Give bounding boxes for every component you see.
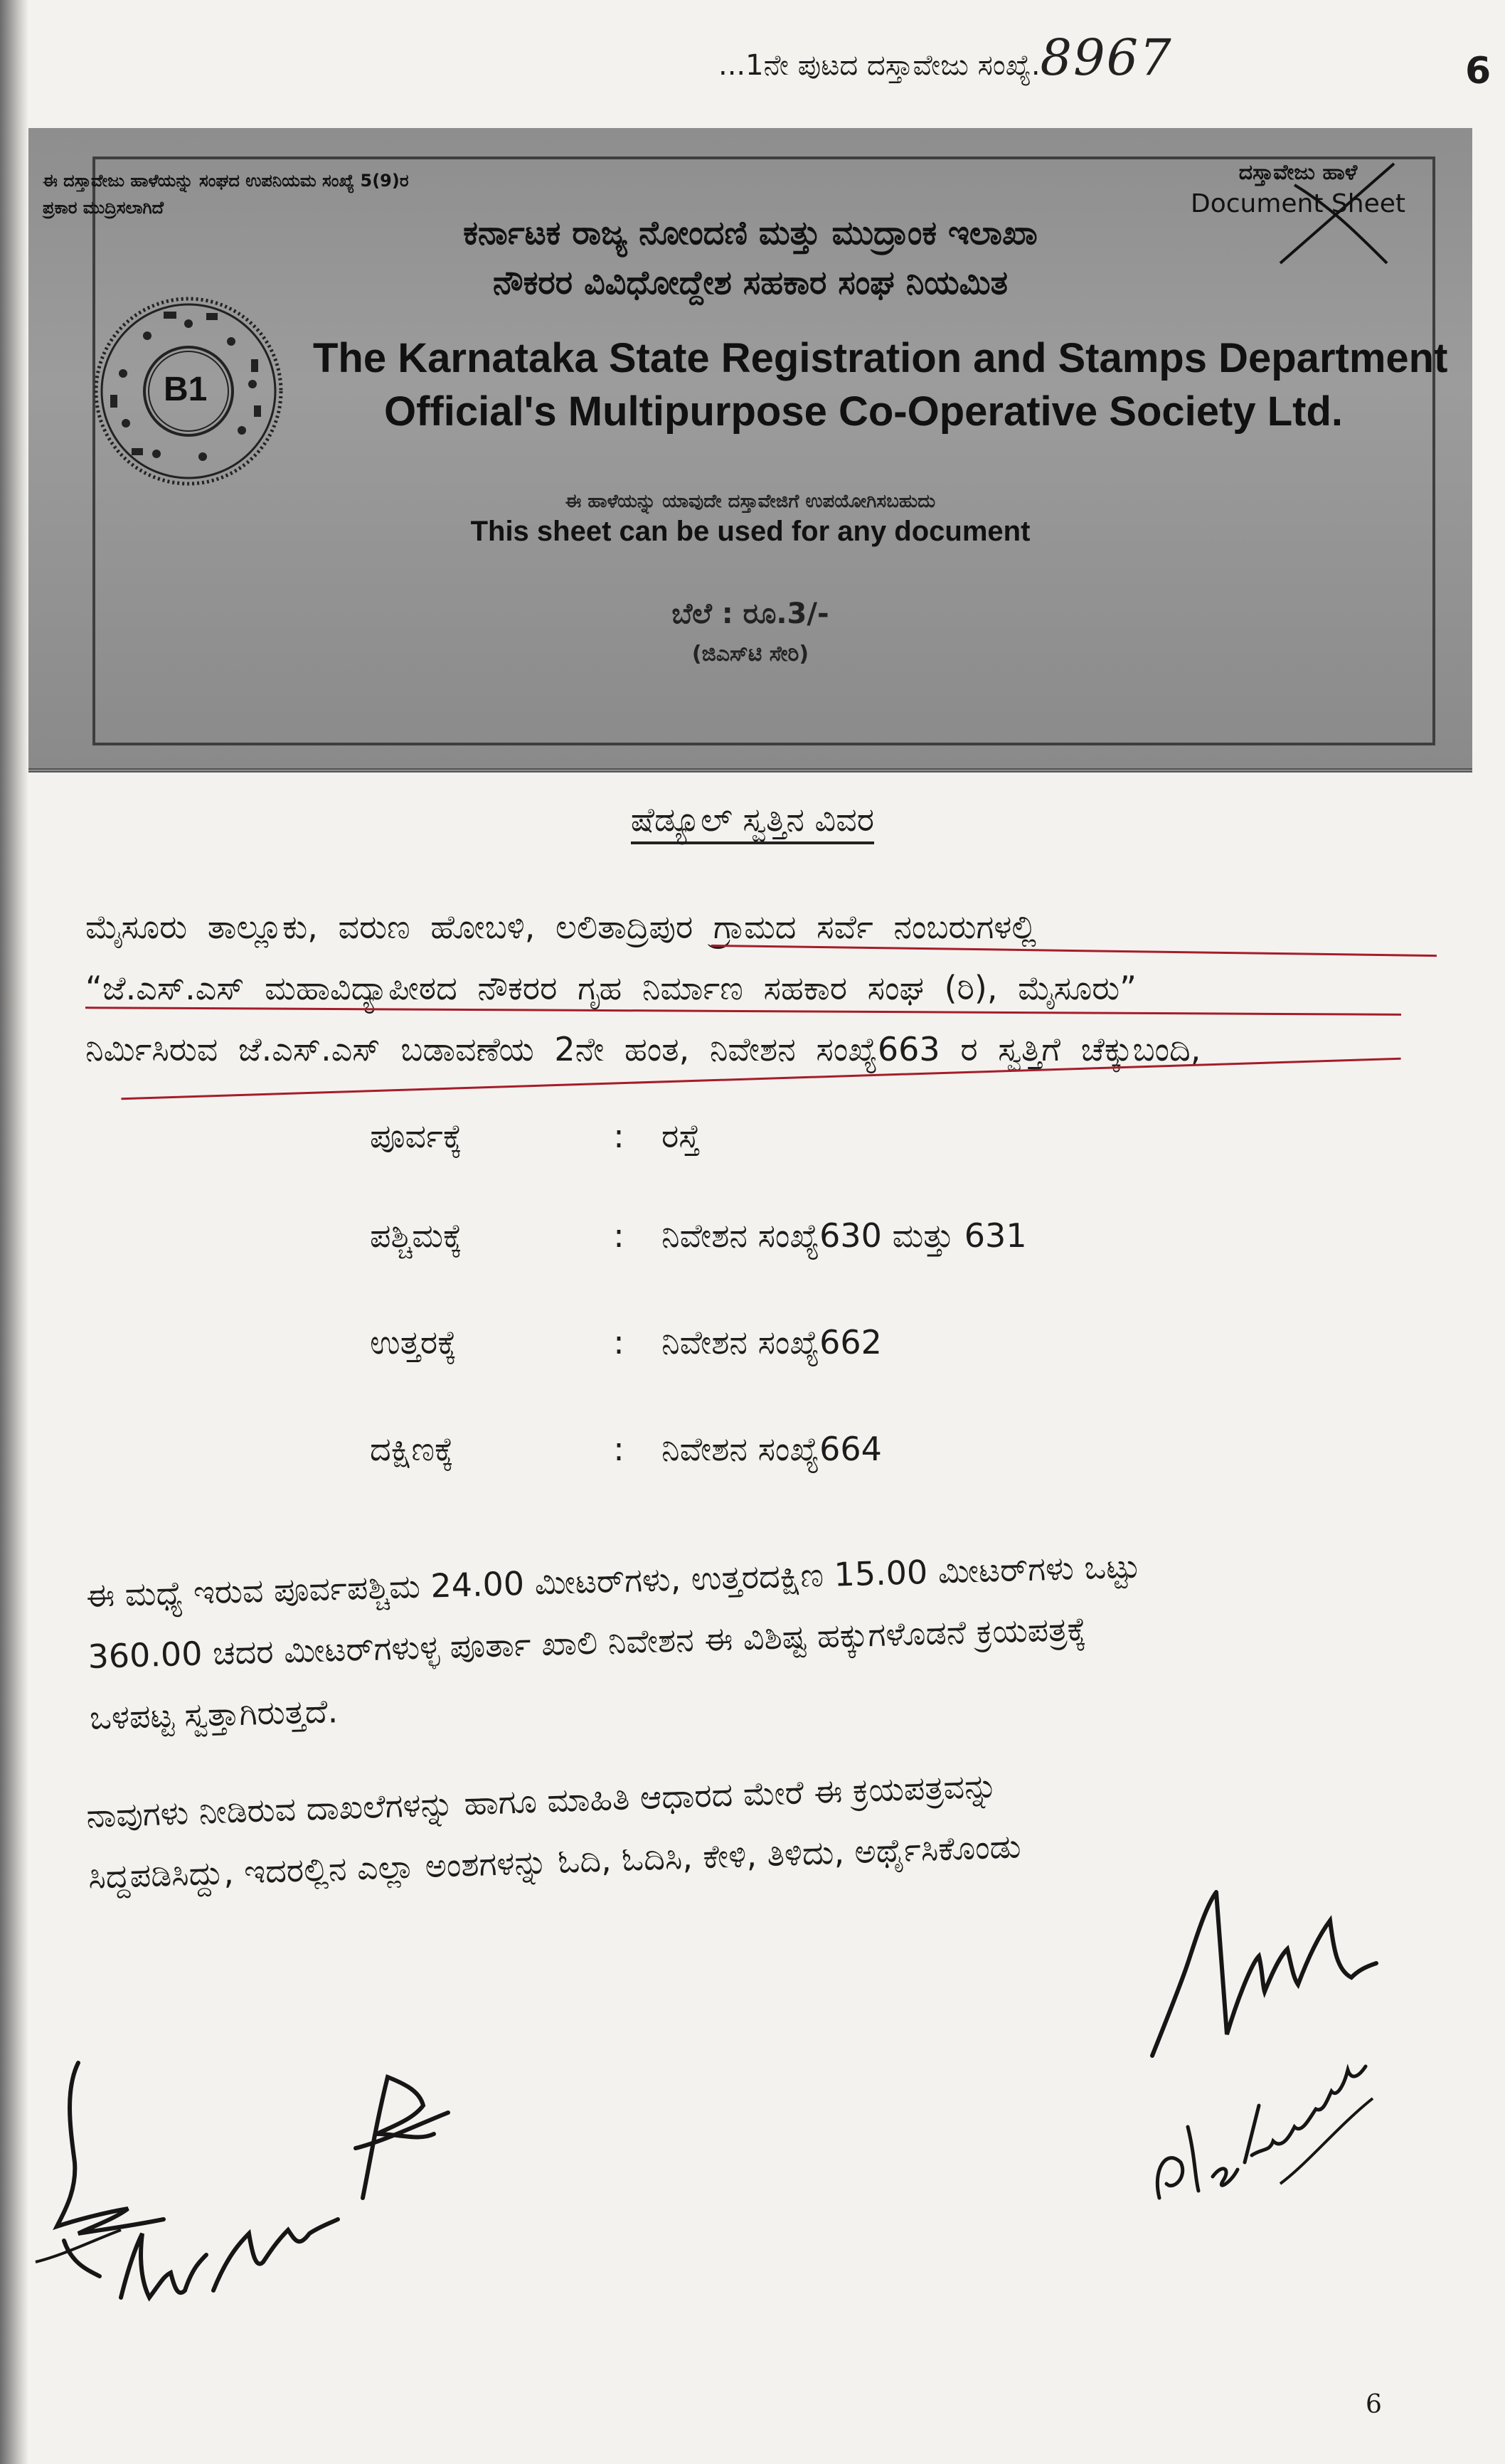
text-line: ಒಳಪಟ್ಟ ಸ್ವತ್ತಾಗಿರುತ್ತದೆ. [89, 1692, 339, 1737]
text-line: ಮೈಸೂರು ತಾಲ್ಲೂಕು, ವರುಣ ಹೋಬಳಿ, ಲಲಿತಾದ್ರಿಪುರ ಗ್ರಾಮದ ಸರ್ವೆ ನಂಬರುಗಳಲ್ಲಿ [85, 908, 1037, 946]
signature-left-c [107, 2191, 341, 2319]
text-line: ಈ ಮಧ್ಯೆ ಇರುವ ಪೂರ್ವಪಶ್ಚಿಮ 24.00 ಮೀಟರ್‌ಗಳು, ಉತ್ತರದಕ್ಷಿಣ 15.00 ಮೀಟರ್‌ಗಳು ಒಟ್ಟು [85, 1546, 1141, 1615]
boundary-separator: : [613, 1216, 624, 1255]
boundary-value: ನಿವೇಶನ ಸಂಖ್ಯೆ662 [661, 1323, 882, 1361]
text-line: 360.00 ಚದರ ಮೀಟರ್‌ಗಳುಳ್ಳ ಪೂರ್ತಾ ಖಾಲಿ ನಿವೇಶನ ಈ ವಿಶಿಷ್ಟ ಹಕ್ಕುಗಳೊಡನೆ ಕ್ರಯಪತ್ರಕ್ಕೆ [87, 1609, 1087, 1676]
society-title-en: Official's Multipurpose Co-Operative Society Ltd. [384, 388, 1343, 435]
boundary-north [370, 1323, 1294, 1363]
boundary-value: ರಸ್ತೆ [661, 1117, 701, 1155]
boundary-separator: : [613, 1430, 624, 1468]
signature-right-bottom [1145, 2041, 1380, 2212]
boundary-direction: ದಕ್ಷಿಣಕ್ಕೆ [370, 1430, 454, 1468]
boundary-value: ನಿವೇಶನ ಸಂಖ್ಯೆ630 ಮತ್ತು 631 [661, 1216, 1027, 1255]
boundary-value: ನಿವೇಶನ ಸಂಖ್ಯೆ664 [661, 1430, 882, 1468]
seal-label: B1 [164, 371, 208, 408]
sheet-price: ಬೆಲೆ : ರೂ.3/- [671, 598, 829, 630]
signature-left-b [334, 2063, 462, 2205]
society-title-kn: ನೌಕರರ ವಿವಿಧೋದ್ದೇಶ ಸಹಕಾರ ಸಂಘ ನಿಯಮಿತ [493, 263, 1008, 302]
page-document-number-note: ...1ನೇ ಪುಟದ ದಸ್ತಾವೇಜು ಸಂಖ್ಯೆ.8967 [718, 28, 1173, 87]
department-title-en: The Karnataka State Registration and Stamps Department [313, 335, 1448, 381]
boundary-direction: ಪಶ್ಚಿಮಕ್ಕೆ [370, 1216, 462, 1255]
schedule-paragraph-1 [85, 896, 1366, 1080]
handwritten-document-number: 8967 [1040, 28, 1173, 87]
bylaw-note: ಈ ದಸ್ತಾವೇಜು ಹಾಳೆಯನ್ನು ಸಂಘದ ಉಪನಿಯಮ ಸಂಖ್ಯೆ 5(9)ರ ಪ್ರಕಾರ ಮುದ್ರಿಸಲಾಗಿದೆ [43, 171, 409, 218]
text-line: ನಾವುಗಳು ನೀಡಿರುವ ದಾಖಲೆಗಳನ್ನು ಹಾಗೂ ಮಾಹಿತಿ ಆಧಾರದ ಮೇರೆ ಈ ಕ್ರಯಪತ್ರವನ್ನು [85, 1766, 999, 1835]
price-note: (ಜಿಎಸ್‌ಟಿ ಸೇರಿ) [691, 642, 809, 667]
boundary-separator: : [613, 1117, 624, 1155]
page-title: ಷೆಡ್ಯೂಲ್ ಸ್ವತ್ತಿನ ವಿವರ [0, 800, 1505, 840]
document-sheet-en: Document Sheet [1190, 189, 1406, 218]
signature-right-top [1138, 1878, 1380, 2063]
use-note-kn: ಈ ಹಾಳೆಯನ್ನು ಯಾವುದೇ ದಸ್ತಾವೇಜಿಗೆ ಉಪಯೋಗಿಸಬಹುದು [565, 491, 936, 512]
boundary-direction: ಉತ್ತರಕ್ಕೆ [370, 1323, 457, 1361]
boundary-east [370, 1117, 1294, 1157]
boundary-separator: : [613, 1323, 624, 1361]
use-note-en: This sheet can be used for any document [470, 516, 1031, 547]
boundary-west [370, 1216, 1294, 1256]
text-line: ಸಿದ್ದಪಡಿಸಿದ್ದು, ಇದರಲ್ಲಿನ ಎಲ್ಲಾ ಅಂಶಗಳನ್ನು ಓದಿ, ಓದಿಸಿ, ಕೇಳಿ, ತಿಳಿದು, ಅರ್ಥೈಸಿಕೊಂಡು [87, 1827, 1022, 1896]
page-note-text: ನೇ ಪುಟದ ದಸ್ತಾವೇಜು ಸಂಖ್ಯೆ [763, 49, 1031, 82]
page-number: 6 [1366, 2390, 1382, 2419]
stamp-paper-header [28, 128, 1472, 772]
boundary-south [370, 1430, 1294, 1470]
document-sheet-kn: ದಸ್ತಾವೇಜು ಹಾಳೆ [1238, 160, 1358, 185]
handwritten-corner-mark: 6 [1465, 50, 1491, 92]
schedule-paragraph-2 [85, 1529, 1371, 1748]
text-line: “ಜೆ.ಎಸ್.ಎಸ್ ಮಹಾವಿದ್ಯಾಪೀಠದ ನೌಕರರ ಗೃಹ ನಿರ್ಮಾಣ ಸಹಕಾರ ಸಂಘ (ರಿ), ಮೈಸೂರು” [85, 969, 1137, 1007]
text-line: ನಿರ್ಮಿಸಿರುವ ಜೆ.ಎಸ್.ಎಸ್ ಬಡಾವಣೆಯ 2ನೇ ಹಂತ, ನಿವೇಶನ ಸಂಖ್ಯೆ663 ರ ಸ್ವತ್ತಿಗೆ ಚೆಕ್ಕುಬಂದಿ, [85, 1030, 1201, 1068]
page-prefix: ...1 [718, 49, 764, 82]
department-title-kn: ಕರ್ನಾಟಕ ರಾಜ್ಯ ನೋಂದಣಿ ಮತ್ತು ಮುದ್ರಾಂಕ ಇಲಾಖಾ [463, 213, 1038, 252]
boundary-direction: ಪೂರ್ವಕ್ಕೆ [370, 1117, 462, 1155]
